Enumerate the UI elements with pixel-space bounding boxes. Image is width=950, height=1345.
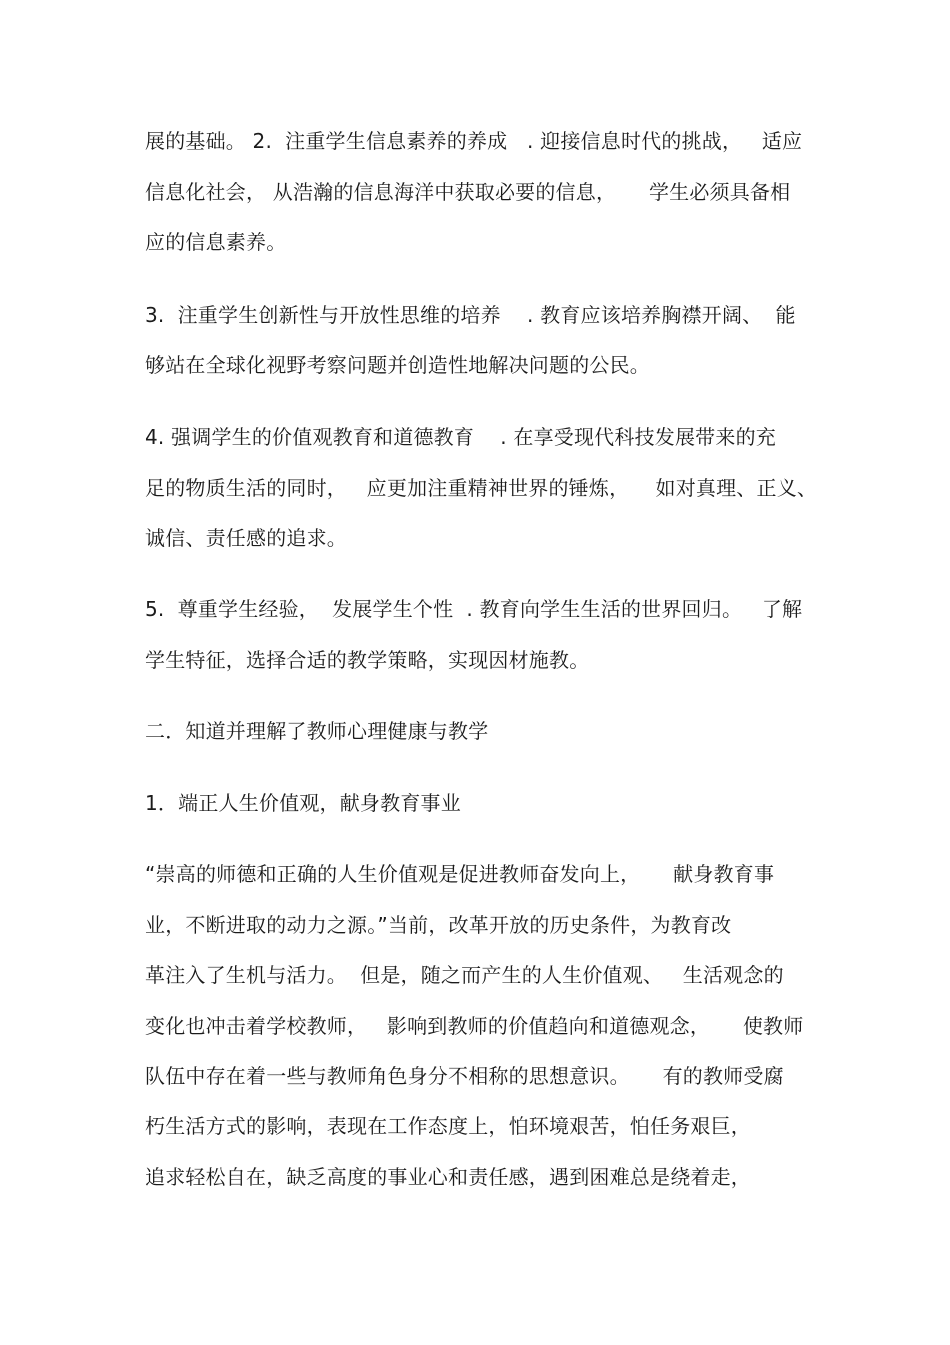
text-line: 够站在全球化视野考察问题并创造性地解决问题的公民。 [145, 353, 650, 377]
text-line: 信息化社会， 从浩瀚的信息海洋中获取必要的信息， 学生必须具备相 [145, 180, 791, 204]
text-line: “崇高的师德和正确的人生价值观是促进教师奋发向上， 献身教育事 [145, 862, 775, 886]
text-line: 变化也冲击着学校教师， 影响到教师的价值趋向和道德观念， 使教师 [145, 1014, 804, 1038]
text-line: 业，不断进取的动力之源。”当前，改革开放的历史条件，为教育改 [145, 913, 732, 937]
text-line: 队伍中存在着一些与教师角色身分不相称的思想意识。 有的教师受腐 [145, 1064, 784, 1088]
text-line: 4. 强调学生的价值观教育和道德教育 . 在享受现代科技发展带来的充 [145, 425, 776, 449]
text-line: 5. 尊重学生经验， 发展学生个性 . 教育向学生生活的世界回归。 了解 [145, 597, 803, 621]
text-line: 学生特征，选择合适的教学策略，实现因材施教。 [145, 648, 590, 672]
text-line: 应的信息素养。 [145, 230, 287, 254]
text-line: 革注入了生机与活力。 但是，随之而产生的人生价值观、 生活观念的 [145, 963, 784, 987]
text-line: 诚信、责任感的追求。 [145, 526, 347, 550]
text-line: 追求轻松自在，缺乏高度的事业心和责任感，遇到困难总是绕着走， [145, 1165, 751, 1189]
section-heading: 二．知道并理解了教师心理健康与教学 [145, 719, 489, 743]
text-line: 3. 注重学生创新性与开放性思维的培养 . 教育应该培养胸襟开阔、 能 [145, 303, 796, 327]
text-line: 足的物质生活的同时， 应更加注重精神世界的锤炼， 如对真理、正义、 [145, 476, 818, 500]
subsection-heading: 1．端正人生价值观，献身教育事业 [145, 791, 461, 815]
text-line: 朽生活方式的影响，表现在工作态度上，怕环境艰苦，怕任务艰巨， [145, 1114, 751, 1138]
text-line: 展的基础。 2. 注重学生信息素养的养成 . 迎接信息时代的挑战， 适应 [145, 129, 803, 153]
